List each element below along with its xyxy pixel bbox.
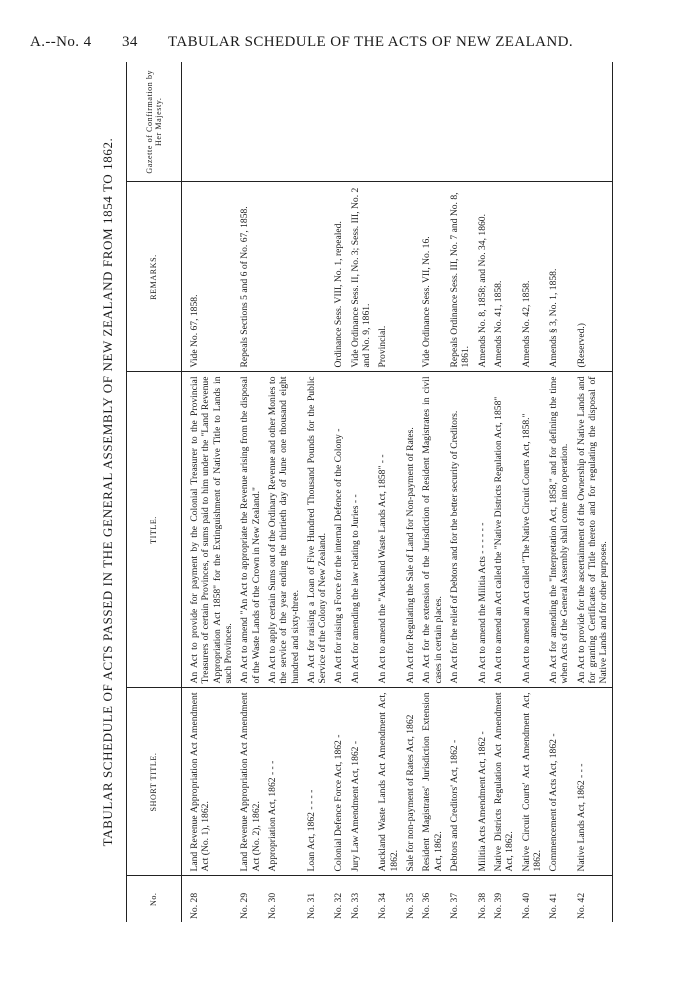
acts-table [126, 62, 613, 922]
row-remarks [303, 182, 331, 372]
row-title: An Act to amend the Militia Acts - - - - - - [474, 372, 490, 688]
row-gazette [573, 62, 612, 182]
table-row [490, 62, 518, 922]
row-gazette [474, 62, 490, 182]
row-short-title: Militia Acts Amendment Act, 1862 - [474, 688, 490, 876]
table-row [518, 62, 546, 922]
row-remarks: Amends No. 8, 1858; and No. 34, 1860. [474, 182, 490, 372]
row-gazette [330, 62, 346, 182]
row-number: No. 38 [476, 892, 488, 919]
row-remarks: Provincial. [374, 182, 402, 372]
column-header-title: TITLE. [127, 372, 182, 688]
row-short-title: Jury Law Amendment Act, 1862 - [347, 688, 375, 876]
row-short-title: Colonial Defence Force Act, 1862 - [330, 688, 346, 876]
row-remarks [264, 182, 303, 372]
page-header [30, 34, 670, 56]
row-short-title: Debtors and Creditors' Act, 1862 - [446, 688, 474, 876]
column-header-short-title: SHORT TITLE. [127, 688, 182, 876]
column-header-remarks: REMARKS. [127, 182, 182, 372]
table-row [402, 62, 418, 922]
row-short-title: Commencement of Acts Act, 1862 - [545, 688, 573, 876]
row-short-title: Native Districts Regulation Act Amendment Act, 1862. [490, 688, 518, 876]
row-title: An Act for raising a Loan of Five Hundred Thousand Pounds for the Public Service of the Colony of New Zealand. [303, 372, 331, 688]
row-remarks: Amends § 3, No. 1, 1858. [545, 182, 573, 372]
table-row [182, 62, 237, 922]
row-number: No. 29 [239, 892, 251, 919]
table-row [446, 62, 474, 922]
row-short-title: Land Revenue Appropriation Act Amendment Act (No. 2), 1862. [236, 688, 264, 876]
row-title: An Act for amending the "Interpretation Act, 1858," and for defining the time when Acts of the General Assembly shall come into operation. [545, 372, 573, 688]
table-title: TABULAR SCHEDULE OF ACTS PASSED IN THE GENERAL ASSEMBLY OF NEW ZEALAND FROM 1854 TO 1862. [100, 137, 115, 847]
row-gazette [518, 62, 546, 182]
row-gazette [374, 62, 402, 182]
row-short-title: Native Lands Act, 1862 - - - [573, 688, 612, 876]
row-title: An Act to amend an Act called the "Native Districts Regulation Act, 1858" [490, 372, 518, 688]
row-short-title: Auckland Waste Lands Act Amendment Act, 1862. [374, 688, 402, 876]
row-gazette [347, 62, 375, 182]
row-short-title: Native Circuit Courts' Act Amendment Act, 1862. [518, 688, 546, 876]
table-header-row [127, 62, 182, 922]
row-number: No. 36 [421, 892, 433, 919]
row-title: An Act to provide for the ascertainment of the Ownership of Native Lands and for granting Certificates of Title thereto and for regulating the disposal of Native Lands and for other purposes. [573, 372, 612, 688]
row-number: No. 42 [575, 892, 587, 919]
row-title: An Act for the extension of the Jurisdiction of Resident Magistrates in civil cases in certain places. [418, 372, 446, 688]
row-title: An Act to amend the "Auckland Waste Lands Act, 1858" - - [374, 372, 402, 688]
row-remarks: Vide Ordinance Sess. II, No. 3; Sess. III, No. 2 and No. 9, 1861. [347, 182, 375, 372]
row-short-title: Appropriation Act, 1862 - - - [264, 688, 303, 876]
row-title: An Act to apply certain Sums out of the Ordinary Revenue and other Monies to the service of the year ending the thirtieth day of June one thousand eight hundred and sixty-three. [264, 372, 303, 688]
row-gazette [418, 62, 446, 182]
row-remarks: Vide No. 67, 1858. [182, 182, 237, 372]
row-remarks [402, 182, 418, 372]
row-title: An Act for raising a Force for the internal Defence of the Colony - [330, 372, 346, 688]
row-short-title: Loan Act, 1862 - - - - [303, 688, 331, 876]
row-number: No. 34 [377, 892, 389, 919]
row-title: An Act to provide for payment by the Colonial Treasurer to the Provincial Treasurers of certain Provinces, of sums paid to him under the "Land Revenue Appropriation Act 1858" for the Extinguishment of Native Title to Lands in such Provinces. [182, 372, 237, 688]
row-gazette [545, 62, 573, 182]
row-number: No. 39 [492, 892, 504, 919]
table-row [303, 62, 331, 922]
rotated-schedule [100, 62, 620, 922]
row-gazette [446, 62, 474, 182]
row-remarks: Repeals Sections 5 and 6 of No. 67, 1858. [236, 182, 264, 372]
table-row [545, 62, 573, 922]
column-header-no: No. [127, 876, 182, 922]
table-row [347, 62, 375, 922]
row-gazette [236, 62, 264, 182]
row-remarks: Repeals Ordinance Sess. III, No. 7 and No. 8, 1861. [446, 182, 474, 372]
column-header-gazette: Gazette of Confirmation by Her Majesty. [127, 62, 182, 182]
row-short-title: Resident Magistrates' Jurisdiction Extension Act, 1862. [418, 688, 446, 876]
row-gazette [182, 62, 237, 182]
row-short-title: Sale for non-payment of Rates Act, 1862 [402, 688, 418, 876]
row-gazette [490, 62, 518, 182]
table-row [330, 62, 346, 922]
document-reference: A.--No. 4 [30, 34, 92, 50]
row-gazette [402, 62, 418, 182]
row-title: An Act for amending the law relating to Juries - - [347, 372, 375, 688]
row-number: No. 40 [520, 892, 532, 919]
row-number: No. 28 [189, 892, 200, 919]
row-remarks: Amends No. 41, 1858. [490, 182, 518, 372]
row-gazette [303, 62, 331, 182]
row-number: No. 32 [333, 892, 345, 919]
table-row [374, 62, 402, 922]
row-number: No. 33 [349, 892, 361, 919]
row-number: No. 30 [266, 892, 278, 919]
page-title: TABULAR SCHEDULE OF THE ACTS OF NEW ZEALAND. [168, 34, 574, 50]
row-gazette [264, 62, 303, 182]
table-row [418, 62, 446, 922]
row-title: An Act for the relief of Debtors and for the better security of Creditors. [446, 372, 474, 688]
row-short-title: Land Revenue Appropriation Act Amendment Act (No. 1), 1862. [182, 688, 237, 876]
row-title: An Act to amend an Act called "The Native Circuit Courts Act, 1858." [518, 372, 546, 688]
table-row [474, 62, 490, 922]
table-row [573, 62, 612, 922]
page-number: 34 [122, 34, 138, 50]
table-row [236, 62, 264, 922]
row-number: No. 37 [448, 892, 460, 919]
row-remarks: Amends No. 42, 1858. [518, 182, 546, 372]
row-title: An Act for Regulating the Sale of Land for Non-payment of Rates. [402, 372, 418, 688]
row-title: An Act to amend "An Act to appropriate the Revenue arising from the disposal of the Waste Lands of the Crown in New Zealand." [236, 372, 264, 688]
row-remarks: (Reserved.) [573, 182, 612, 372]
row-remarks: Ordinance Sess. VIII, No. 1, repealed. [330, 182, 346, 372]
row-number: No. 31 [305, 892, 317, 919]
row-number: No. 41 [548, 892, 560, 919]
row-number: No. 35 [405, 892, 416, 919]
table-row [264, 62, 303, 922]
row-remarks: Vide Ordinance Sess. VII, No. 16. [418, 182, 446, 372]
